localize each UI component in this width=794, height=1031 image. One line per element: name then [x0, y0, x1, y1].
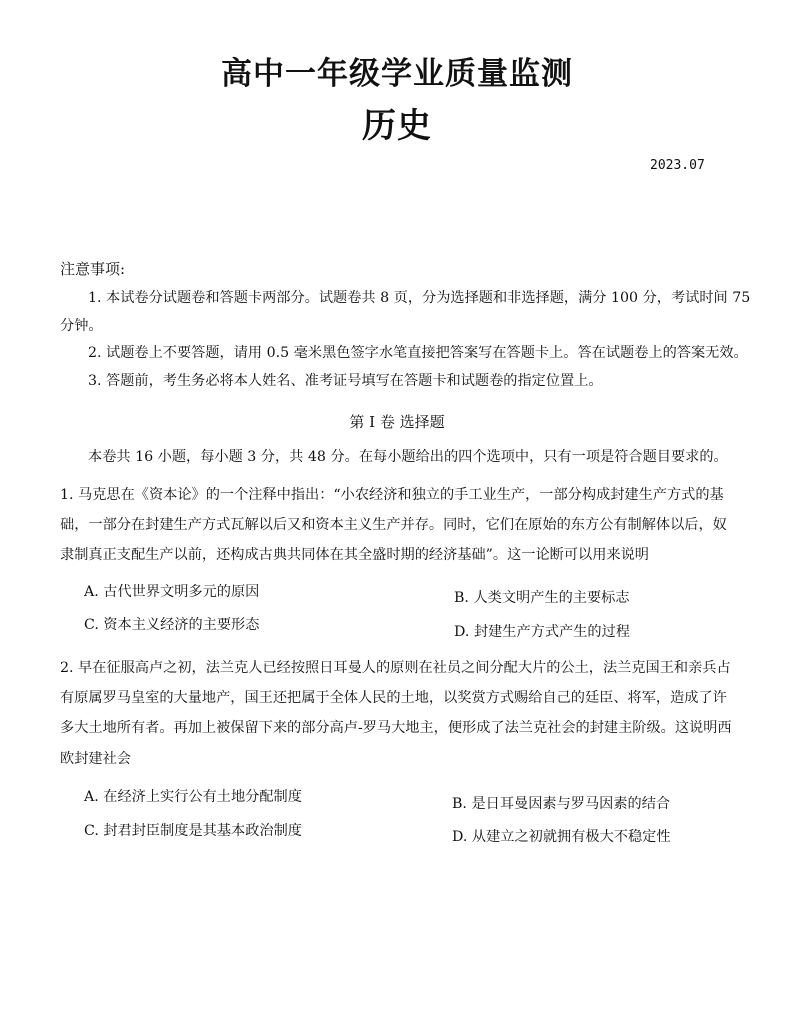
notice-item-3: 3. 答题前，考生务必将本人姓名、准考证号填写在答题卡和试题卷的指定位置上。: [88, 373, 603, 389]
question-2-option-b: B. 是日耳曼因素与罗马因素的结合: [452, 796, 671, 812]
question-1-option-a: A. 古代世界文明多元的原因: [84, 584, 260, 600]
question-1-option-d: D. 封建生产方式产生的过程: [454, 624, 630, 640]
question-1-stem-line: 1. 马克思在《资本论》的一个注释中指出：“小农经济和独立的手工业生产，一部分构成封建生产方式的基: [60, 487, 724, 503]
question-1-stem-line: 隶制真正支配生产以前，还构成古典共同体在其全盛时期的经济基础”。这一论断可以用来说明: [60, 547, 649, 563]
section-instruction: 本卷共 16 小题，每小题 3 分，共 48 分。在每小题给出的四个选项中，只有一项是符合题目要求的。: [88, 449, 728, 465]
question-2-stem-line: 2. 早在征服高卢之初，法兰克人已经按照日耳曼人的原则在社员之间分配大片的公土，法兰克国王和亲兵占: [60, 660, 731, 676]
question-1-option-c: C. 资本主义经济的主要形态: [84, 617, 260, 633]
subject-title: 历史: [362, 106, 432, 146]
question-2-option-a: A. 在经济上实行公有土地分配制度: [84, 789, 302, 805]
exam-title: 高中一年级学业质量监测: [221, 56, 573, 92]
notice-item-2: 2. 试题卷上不要答题，请用 0.5 毫米黑色签字水笔直接把答案写在答题卡上。答在试题卷上的答案无效。: [88, 345, 748, 361]
question-1-stem-line: 础，一部分在封建生产方式瓦解以后又和资本主义生产并存。同时，它们在原始的东方公有制解体以后，奴: [60, 517, 727, 533]
exam-date: 2023.07: [650, 158, 705, 173]
question-2-stem-line: 多大土地所有者。再加上被保留下来的部分高卢-罗马大地主，便形成了法兰克社会的封建主阶级。这说明西: [60, 720, 732, 736]
notice-label: 注意事项:: [60, 260, 126, 278]
question-1-option-b: B. 人类文明产生的主要标志: [454, 590, 630, 606]
question-2-stem-line: 有原属罗马皇室的大量地产，国王还把属于全体人民的土地，以奖赏方式赐给自己的廷臣、将军，造成了许: [60, 690, 727, 706]
question-2-option-c: C. 封君封臣制度是其基本政治制度: [84, 823, 302, 839]
notice-item-1-cont: 分钟。: [60, 318, 103, 334]
question-2-stem-line: 欧封建社会: [60, 751, 131, 767]
section-title: 第 I 卷 选择题: [349, 413, 445, 431]
notice-item-1: 1. 本试卷分试题卷和答题卡两部分。试题卷共 8 页，分为选择题和非选择题，满分 100 分，考试时间 75: [88, 290, 751, 306]
question-2-option-d: D. 从建立之初就拥有极大不稳定性: [452, 829, 671, 845]
